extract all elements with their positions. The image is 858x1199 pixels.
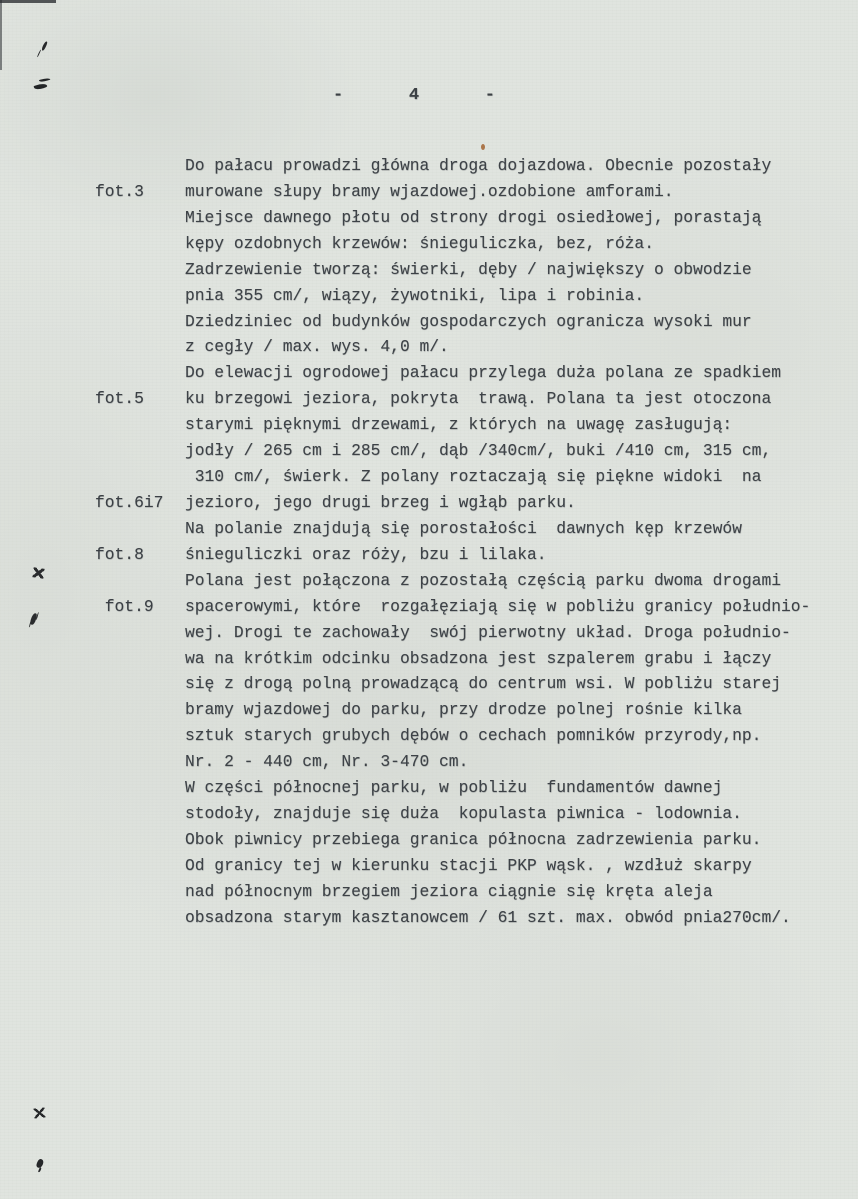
typed-line bbox=[0, 516, 858, 542]
typed-line bbox=[0, 153, 858, 179]
typed-line bbox=[0, 464, 858, 490]
typed-text: stodoły, znajduje się duża kopulasta piwnica - lodownia. bbox=[185, 804, 742, 824]
typed-line bbox=[0, 386, 858, 412]
typed-text: bramy wjazdowej do parku, przy drodze polnej rośnie kilka bbox=[185, 700, 742, 720]
typed-text: ku brzegowi jeziora, pokryta trawą. Polana ta jest otoczona bbox=[185, 389, 772, 409]
photo-ref-label: fot.3 bbox=[95, 181, 144, 201]
typed-text: jodły / 265 cm i 285 cm/, dąb /340cm/, buki /410 cm, 315 cm, bbox=[185, 441, 772, 461]
typed-line bbox=[0, 179, 858, 205]
typed-text: Dziedziniec od budynków gospodarczych ogranicza wysoki mur bbox=[185, 311, 752, 331]
typed-text: obsadzona starym kasztanowcem / 61 szt. max. obwód pnia270cm/. bbox=[185, 907, 791, 927]
typed-text: Obok piwnicy przebiega granica północna zadrzewienia parku. bbox=[185, 829, 762, 849]
typed-lines bbox=[0, 153, 858, 931]
typed-text: Do pałacu prowadzi główna droga dojazdowa. Obecnie pozostały bbox=[185, 156, 772, 175]
typed-text: Zadrzewienie tworzą: świerki, dęby / największy o obwodzie bbox=[185, 259, 752, 279]
typed-text: Polana jest połączona z pozostałą częścią parku dwoma drogami bbox=[185, 570, 781, 590]
typed-line bbox=[0, 490, 858, 516]
typed-line bbox=[0, 775, 858, 801]
typed-text: jezioro, jego drugi brzeg i wgłąb parku. bbox=[185, 492, 576, 512]
typed-line bbox=[0, 801, 858, 827]
typed-line bbox=[0, 360, 858, 386]
typed-line bbox=[0, 231, 858, 257]
page-number-header bbox=[333, 86, 495, 105]
typed-line bbox=[0, 620, 858, 646]
typed-line bbox=[0, 723, 858, 749]
typed-line bbox=[0, 438, 858, 464]
ink-mark bbox=[34, 82, 48, 91]
typed-text: spacerowymi, które rozgałęziają się w pobliżu granicy południo- bbox=[185, 596, 811, 616]
typed-text: z cegły / max. wys. 4,0 m/. bbox=[185, 337, 449, 357]
photo-ref-label: fot.8 bbox=[95, 544, 144, 564]
typed-line bbox=[0, 568, 858, 594]
typed-line bbox=[0, 697, 858, 723]
typed-line bbox=[0, 749, 858, 775]
typed-text: Miejsce dawnego płotu od strony drogi osiedłowej, porastają bbox=[185, 207, 762, 227]
typed-text: 310 cm/, świerk. Z polany roztaczają się piękne widoki na bbox=[185, 467, 762, 487]
scan-edge-artifact-top bbox=[0, 0, 56, 3]
scan-edge-artifact-left bbox=[0, 0, 2, 70]
ink-mark bbox=[41, 41, 48, 51]
page-number: 4 bbox=[408, 86, 420, 105]
typed-line bbox=[0, 334, 858, 360]
typed-text: nad północnym brzegiem jeziora ciągnie się kręta aleja bbox=[185, 881, 713, 901]
typed-line bbox=[0, 205, 858, 231]
typed-line bbox=[0, 412, 858, 438]
typed-text: wa na krótkim odcinku obsadzona jest szpalerem grabu i łączy bbox=[185, 648, 772, 668]
header-dash-right: - bbox=[484, 86, 495, 105]
typed-text: kępy ozdobnych krzewów: śnieguliczka, bez, róża. bbox=[185, 233, 654, 253]
ink-mark bbox=[34, 1107, 46, 1118]
typed-line bbox=[0, 671, 858, 697]
typed-text: śnieguliczki oraz róży, bzu i lilaka. bbox=[185, 544, 547, 564]
typed-line bbox=[0, 827, 858, 853]
photo-ref-label: fot.6i7 bbox=[95, 492, 164, 512]
typed-line bbox=[0, 309, 858, 335]
ink-mark bbox=[36, 1158, 45, 1169]
typed-text: starymi pięknymi drzewami, z których na uwagę zasługują: bbox=[185, 415, 733, 435]
typed-line bbox=[0, 853, 858, 879]
typed-text: pnia 355 cm/, wiązy, żywotniki, lipa i robinia. bbox=[185, 285, 645, 305]
typed-text: się z drogą polną prowadzącą do centrum wsi. W pobliżu starej bbox=[185, 674, 781, 694]
rust-speck bbox=[481, 144, 485, 150]
typed-text: wej. Drogi te zachowały swój pierwotny układ. Droga południo- bbox=[185, 622, 791, 642]
typed-line bbox=[0, 283, 858, 309]
typed-text: Nr. 2 - 440 cm, Nr. 3-470 cm. bbox=[185, 752, 469, 772]
photo-ref-label: fot.5 bbox=[95, 389, 144, 409]
photo-ref-label: fot.9 bbox=[95, 596, 154, 616]
typed-line bbox=[0, 879, 858, 905]
header-dash-left: - bbox=[333, 86, 344, 105]
typed-line bbox=[0, 905, 858, 931]
typed-text: Do elewacji ogrodowej pałacu przylega duża polana ze spadkiem bbox=[185, 363, 781, 383]
typed-line bbox=[0, 257, 858, 283]
typed-text: murowane słupy bramy wjazdowej.ozdobione amforami. bbox=[185, 181, 674, 201]
typed-text: Od granicy tej w kierunku stacji PKP wąsk. , wzdłuż skarpy bbox=[185, 855, 752, 875]
typed-text: sztuk starych grubych dębów o cechach pomników przyrody,np. bbox=[185, 726, 762, 746]
typed-line bbox=[0, 646, 858, 672]
typed-line bbox=[0, 594, 858, 620]
typed-line bbox=[0, 542, 858, 568]
typed-text: W części północnej parku, w pobliżu fundamentów dawnej bbox=[185, 778, 723, 798]
typed-text: Na polanie znajdują się porostałości dawnych kęp krzewów bbox=[185, 518, 742, 538]
